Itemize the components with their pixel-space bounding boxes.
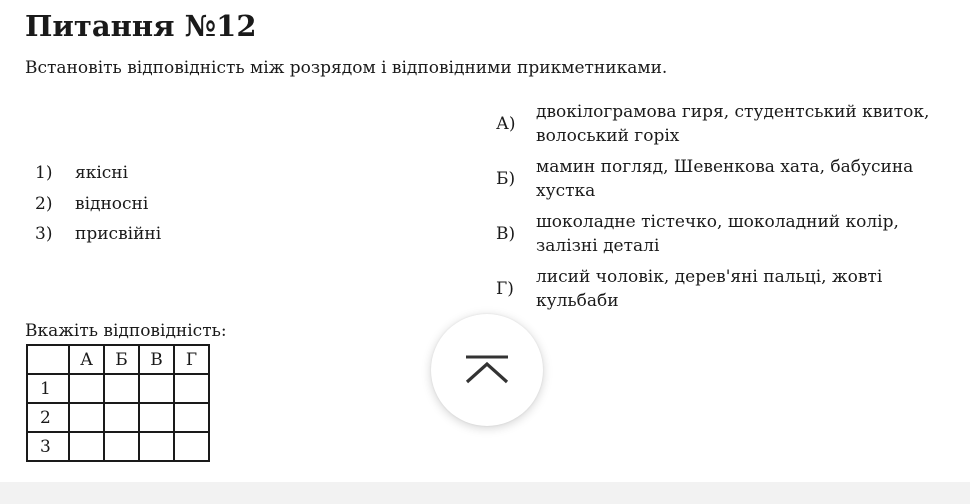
answer-grid-column-header: В [139, 345, 174, 374]
answer-grid-cell[interactable] [69, 374, 104, 403]
right-option-letter: Б) [496, 168, 516, 189]
answer-grid-cell[interactable] [174, 432, 209, 461]
answer-grid-row-header: 1 [27, 374, 69, 403]
left-options-list [35, 158, 161, 250]
right-option-letter: Г) [496, 278, 514, 299]
scroll-to-top-button[interactable] [431, 314, 543, 426]
right-option-text: двокілограмова гиря, студентський квиток, волоський горіх [536, 101, 930, 146]
answer-grid [26, 344, 210, 462]
left-option-number: 3) [35, 224, 53, 245]
answer-grid-cell[interactable] [104, 432, 139, 461]
answer-grid-row [27, 374, 209, 403]
answer-grid-row [27, 432, 209, 461]
answer-grid-column-header: Г [174, 345, 209, 374]
right-option-letter: А) [496, 113, 516, 134]
left-option [35, 189, 161, 220]
left-option [35, 219, 161, 250]
right-option [496, 96, 956, 151]
answer-grid-cell[interactable] [139, 374, 174, 403]
answer-grid-cell[interactable] [69, 432, 104, 461]
question-instruction: Встановіть відповідність між розрядом і відповідними прикметниками. [25, 58, 668, 78]
left-option-text: присвійні [75, 224, 162, 245]
answer-grid-cell[interactable] [104, 403, 139, 432]
scroll-to-top-icon [464, 354, 510, 386]
answer-grid-column-header: А [69, 345, 104, 374]
answer-grid-row-header: 2 [27, 403, 69, 432]
answer-grid-row [27, 403, 209, 432]
footer-band [0, 482, 970, 504]
right-option-letter: В) [496, 223, 516, 244]
answer-grid-cell[interactable] [69, 403, 104, 432]
left-option-text: відносні [75, 193, 149, 214]
answer-label: Вкажіть відповідність: [25, 321, 227, 341]
question-title: Питання №12 [25, 9, 257, 43]
left-option [35, 158, 161, 189]
right-option-text: лисий чоловік, дерев'яні пальці, жовті кульбаби [536, 266, 883, 311]
answer-grid-corner [27, 345, 69, 374]
left-option-number: 1) [35, 163, 53, 184]
answer-grid-row-header: 3 [27, 432, 69, 461]
answer-grid-cell[interactable] [174, 403, 209, 432]
answer-grid-cell[interactable] [104, 374, 139, 403]
answer-grid-column-header: Б [104, 345, 139, 374]
right-option-text: мамин погляд, Шевенкова хата, бабусина хустка [536, 156, 914, 201]
right-option [496, 206, 956, 261]
left-option-text: якісні [75, 163, 129, 184]
right-option-text: шоколадне тістечко, шоколадний колір, залізні деталі [536, 211, 899, 256]
answer-grid-cell[interactable] [174, 374, 209, 403]
answer-grid-header-row [27, 345, 209, 374]
right-option [496, 261, 956, 316]
left-option-number: 2) [35, 193, 53, 214]
right-option [496, 151, 956, 206]
answer-grid-cell[interactable] [139, 432, 174, 461]
right-options-list [496, 96, 956, 316]
answer-grid-cell[interactable] [139, 403, 174, 432]
